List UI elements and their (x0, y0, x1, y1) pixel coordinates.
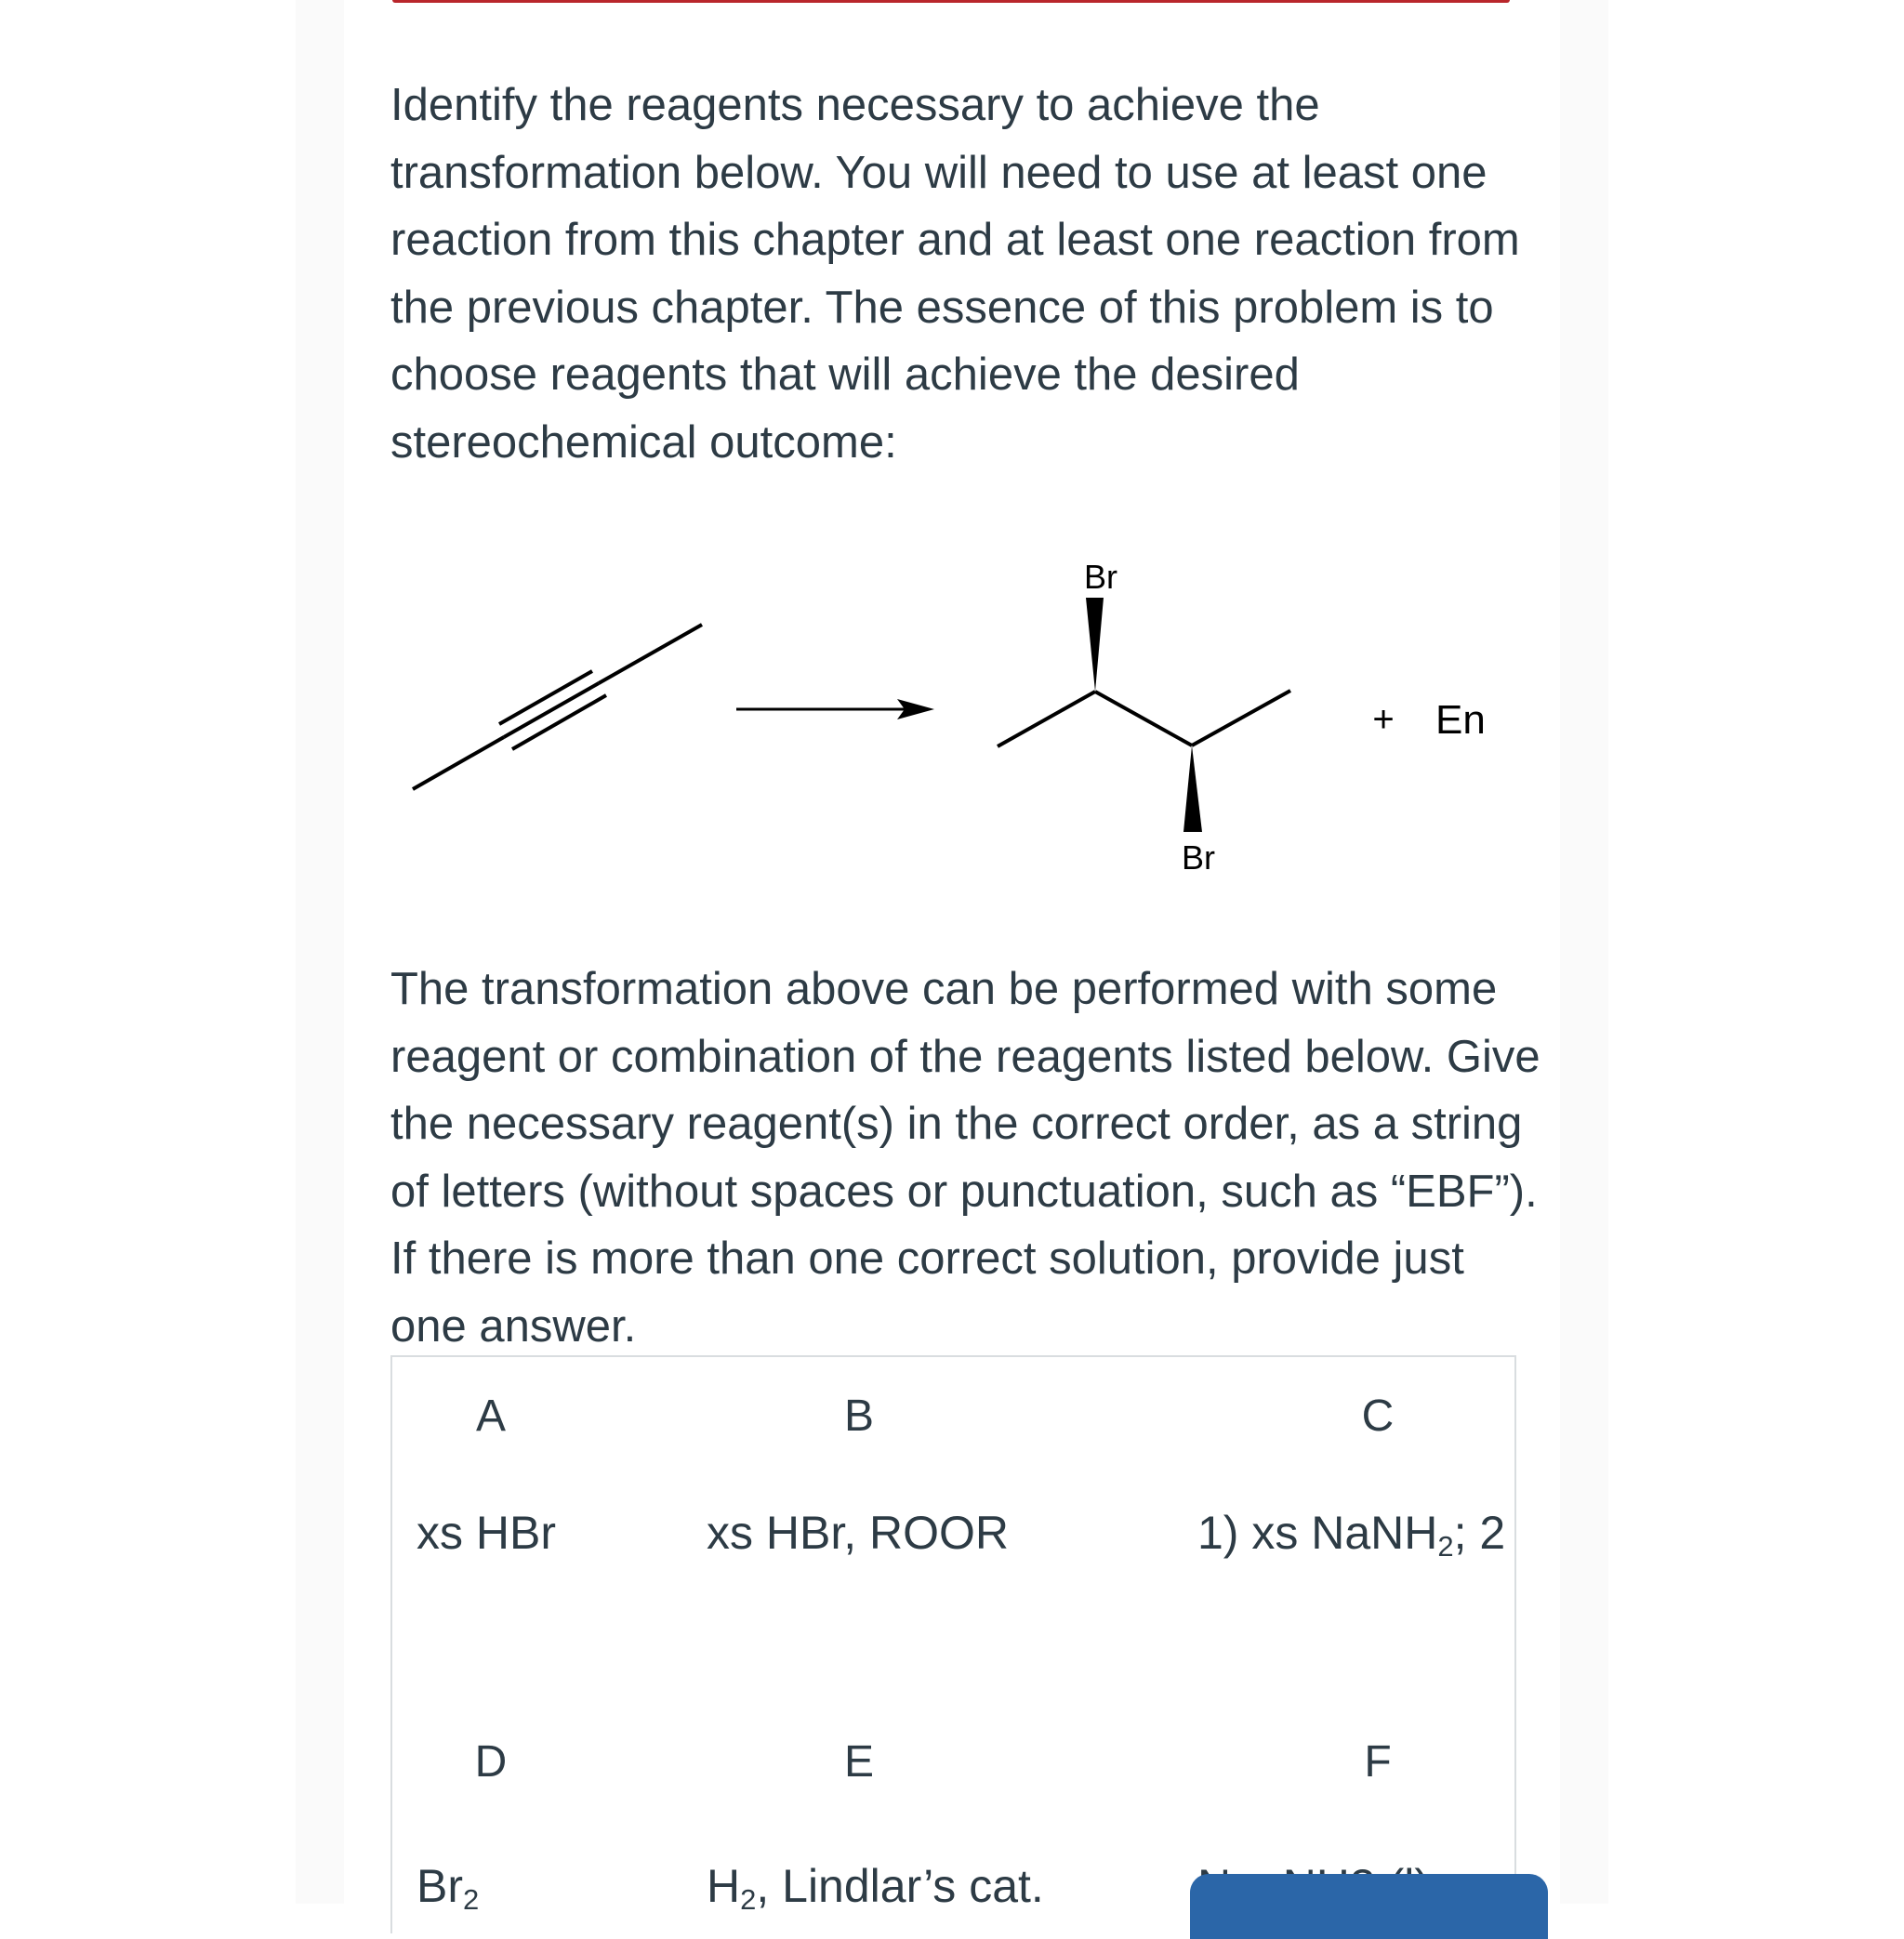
wedge-bond-top (1086, 598, 1104, 692)
reaction-scheme (390, 548, 1543, 892)
option-letter-b: B (843, 1392, 874, 1441)
bromine-label-bottom: Br (1182, 838, 1215, 877)
starting-alkyne (413, 625, 702, 789)
reagent-options-table (390, 1355, 1516, 1933)
product-bond-c3-c4 (1192, 691, 1290, 745)
option-reagent-a: xs HBr (416, 1507, 556, 1559)
enantiomer-note: En (1435, 697, 1486, 743)
alkyne-methyl-bond (413, 737, 504, 789)
dibromo-product (998, 691, 1290, 746)
alkyne-ethyl-bond (599, 625, 702, 683)
product-bond-c2-c3 (1095, 692, 1192, 745)
product-bond-c1-c2 (998, 692, 1095, 746)
question-instructions: The transformation above can be performed with some reagent or combination of the reagents listed below. Give the necessary reagent(s) in the correct order, as a string of letters (without spaces or punctuation, such as “EBF”). If there is more than one correct solution, provide just one answer. (390, 964, 1540, 1352)
option-reagent-c: 1) xs NaNH$_2$; 2 (1197, 1507, 1506, 1563)
option-letter-f: F (1364, 1737, 1392, 1787)
wedge-bond-bottom (1183, 745, 1202, 832)
question-intro: Identify the reagents necessary to achieve the transformation below. You will need to use at least one reaction from this chapter and at least one reaction from the previous chapter. The essence of this problem is to choose reagents that will achieve the desired stereochemical outcome: (390, 80, 1520, 468)
left-gutter (296, 0, 344, 1904)
option-reagent-b: xs HBr, ROOR (707, 1507, 1010, 1559)
option-letter-a: A (475, 1392, 506, 1441)
bromine-label-top: Br (1084, 558, 1117, 596)
option-reagent-d: $Br_2$ (416, 1860, 480, 1916)
top-accent-rule (392, 0, 1510, 3)
plus-sign: + (1372, 699, 1395, 740)
option-letter-c: C (1361, 1392, 1395, 1441)
alkyne-triple-bond-2 (499, 671, 592, 724)
option-letter-d: D (474, 1737, 508, 1787)
alkyne-triple-bond-1 (504, 683, 599, 737)
option-letter-e: E (843, 1737, 874, 1787)
option-reagent-e: $H_2$, Lindlar’s cat. (707, 1860, 1044, 1916)
submit-button[interactable] (1190, 1874, 1548, 1939)
right-gutter (1560, 0, 1608, 1904)
